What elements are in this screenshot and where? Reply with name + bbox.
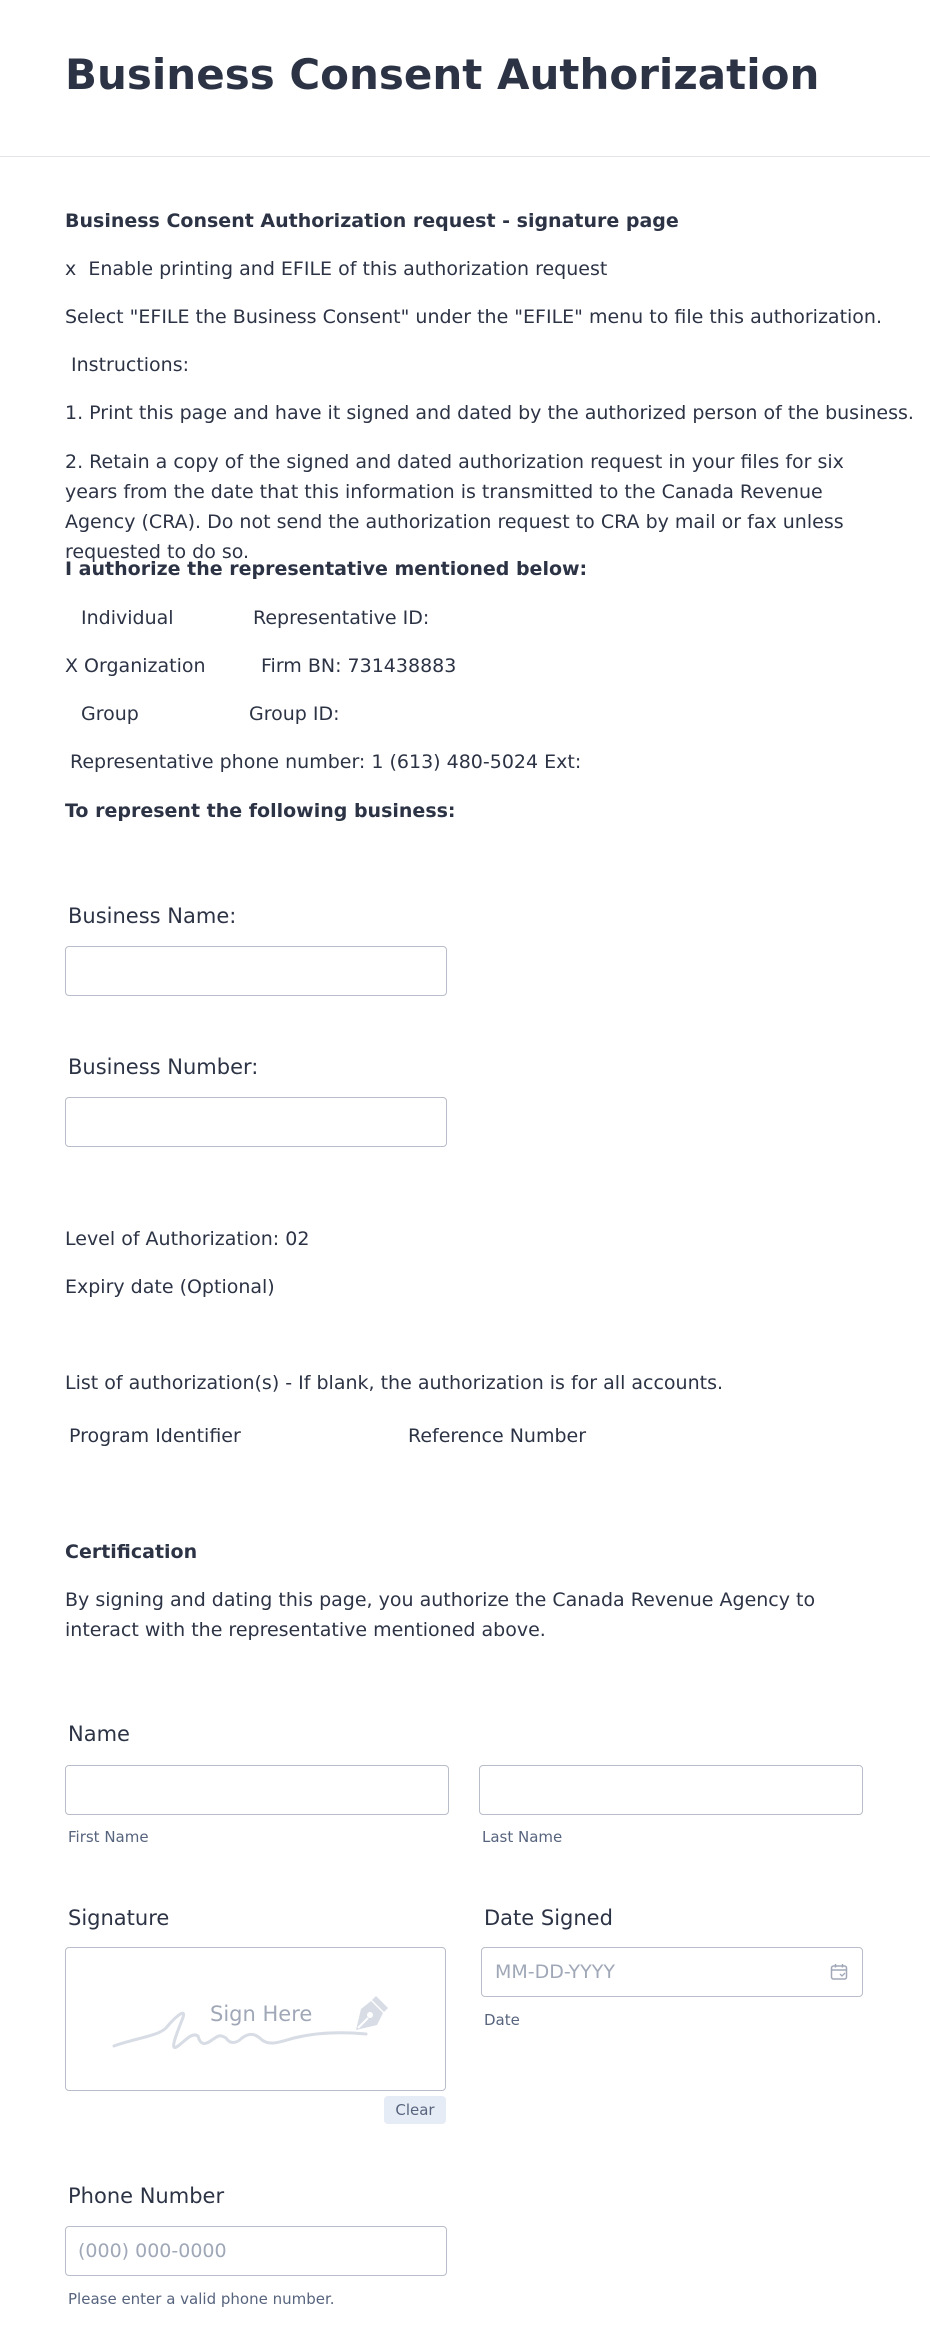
individual-label: Individual bbox=[81, 607, 174, 629]
instruction-step-2: 2. Retain a copy of the signed and dated authorization request in your files for six years from the date that this information is transmitted to the Canada Revenue Agency (CRA). Do not send the authorization request to CRA by mail or fax unless requested to do so. bbox=[65, 451, 844, 563]
first-name-input[interactable] bbox=[65, 1765, 449, 1815]
signature-pad[interactable] bbox=[65, 1947, 446, 2091]
phone-number-label: Phone Number bbox=[68, 2184, 225, 2208]
signature-placeholder: Sign Here bbox=[210, 2002, 313, 2026]
business-name-label: Business Name: bbox=[68, 904, 237, 928]
phone-hint: Please enter a valid phone number. bbox=[68, 2290, 335, 2308]
last-name-sublabel: Last Name bbox=[482, 1828, 563, 1846]
certification-heading: Certification bbox=[65, 1541, 198, 1563]
calendar-icon[interactable] bbox=[830, 1963, 848, 1981]
representative-id: Representative ID: bbox=[253, 607, 430, 629]
date-placeholder: MM-DD-YYYY bbox=[495, 1961, 615, 1983]
page-title: Business Consent Authorization bbox=[65, 50, 820, 99]
select-line: Select "EFILE the Business Consent" under the "EFILE" menu to file this authorization. bbox=[65, 306, 883, 328]
page-header bbox=[0, 0, 930, 157]
business-name-input[interactable] bbox=[65, 946, 447, 996]
authorize-heading: I authorize the representative mentioned below: bbox=[65, 558, 588, 580]
date-signed-label: Date Signed bbox=[484, 1906, 613, 1930]
date-sublabel: Date bbox=[484, 2011, 520, 2029]
pen-nib-icon bbox=[350, 1992, 392, 2034]
clear-signature-button[interactable]: Clear bbox=[384, 2096, 446, 2124]
date-signed-input[interactable] bbox=[481, 1947, 863, 1997]
expiry-date: Expiry date (Optional) bbox=[65, 1276, 275, 1298]
business-number-label: Business Number: bbox=[68, 1055, 259, 1079]
certification-text: By signing and dating this page, you authorize the Canada Revenue Agency to interact with the representative mentioned above. bbox=[65, 1589, 816, 1641]
instruction-step-1: 1. Print this page and have it signed and dated by the authorized person of the business. bbox=[65, 402, 914, 424]
phone-number-input[interactable] bbox=[65, 2226, 447, 2276]
instructions-label: Instructions: bbox=[65, 354, 190, 376]
name-label: Name bbox=[68, 1722, 130, 1746]
first-name-sublabel: First Name bbox=[68, 1828, 149, 1846]
authorization-level: Level of Authorization: 02 bbox=[65, 1228, 310, 1250]
organization-label: X Organization bbox=[65, 655, 206, 677]
last-name-input[interactable] bbox=[479, 1765, 863, 1815]
intro-heading: Business Consent Authorization request - signature page bbox=[65, 210, 679, 232]
group-id: Group ID: bbox=[249, 703, 340, 725]
business-heading: To represent the following business: bbox=[65, 800, 456, 822]
firm-bn: Firm BN: 731438883 bbox=[261, 655, 457, 677]
signature-label: Signature bbox=[68, 1906, 170, 1930]
program-identifier-header: Program Identifier bbox=[69, 1425, 241, 1447]
group-label: Group bbox=[81, 703, 139, 725]
authorization-list-line: List of authorization(s) - If blank, the authorization is for all accounts. bbox=[65, 1372, 724, 1394]
representative-phone: Representative phone number: 1 (613) 480-5024 Ext: bbox=[70, 751, 582, 773]
reference-number-header: Reference Number bbox=[408, 1425, 587, 1447]
business-number-input[interactable] bbox=[65, 1097, 447, 1147]
enable-line: x Enable printing and EFILE of this authorization request bbox=[65, 258, 608, 280]
